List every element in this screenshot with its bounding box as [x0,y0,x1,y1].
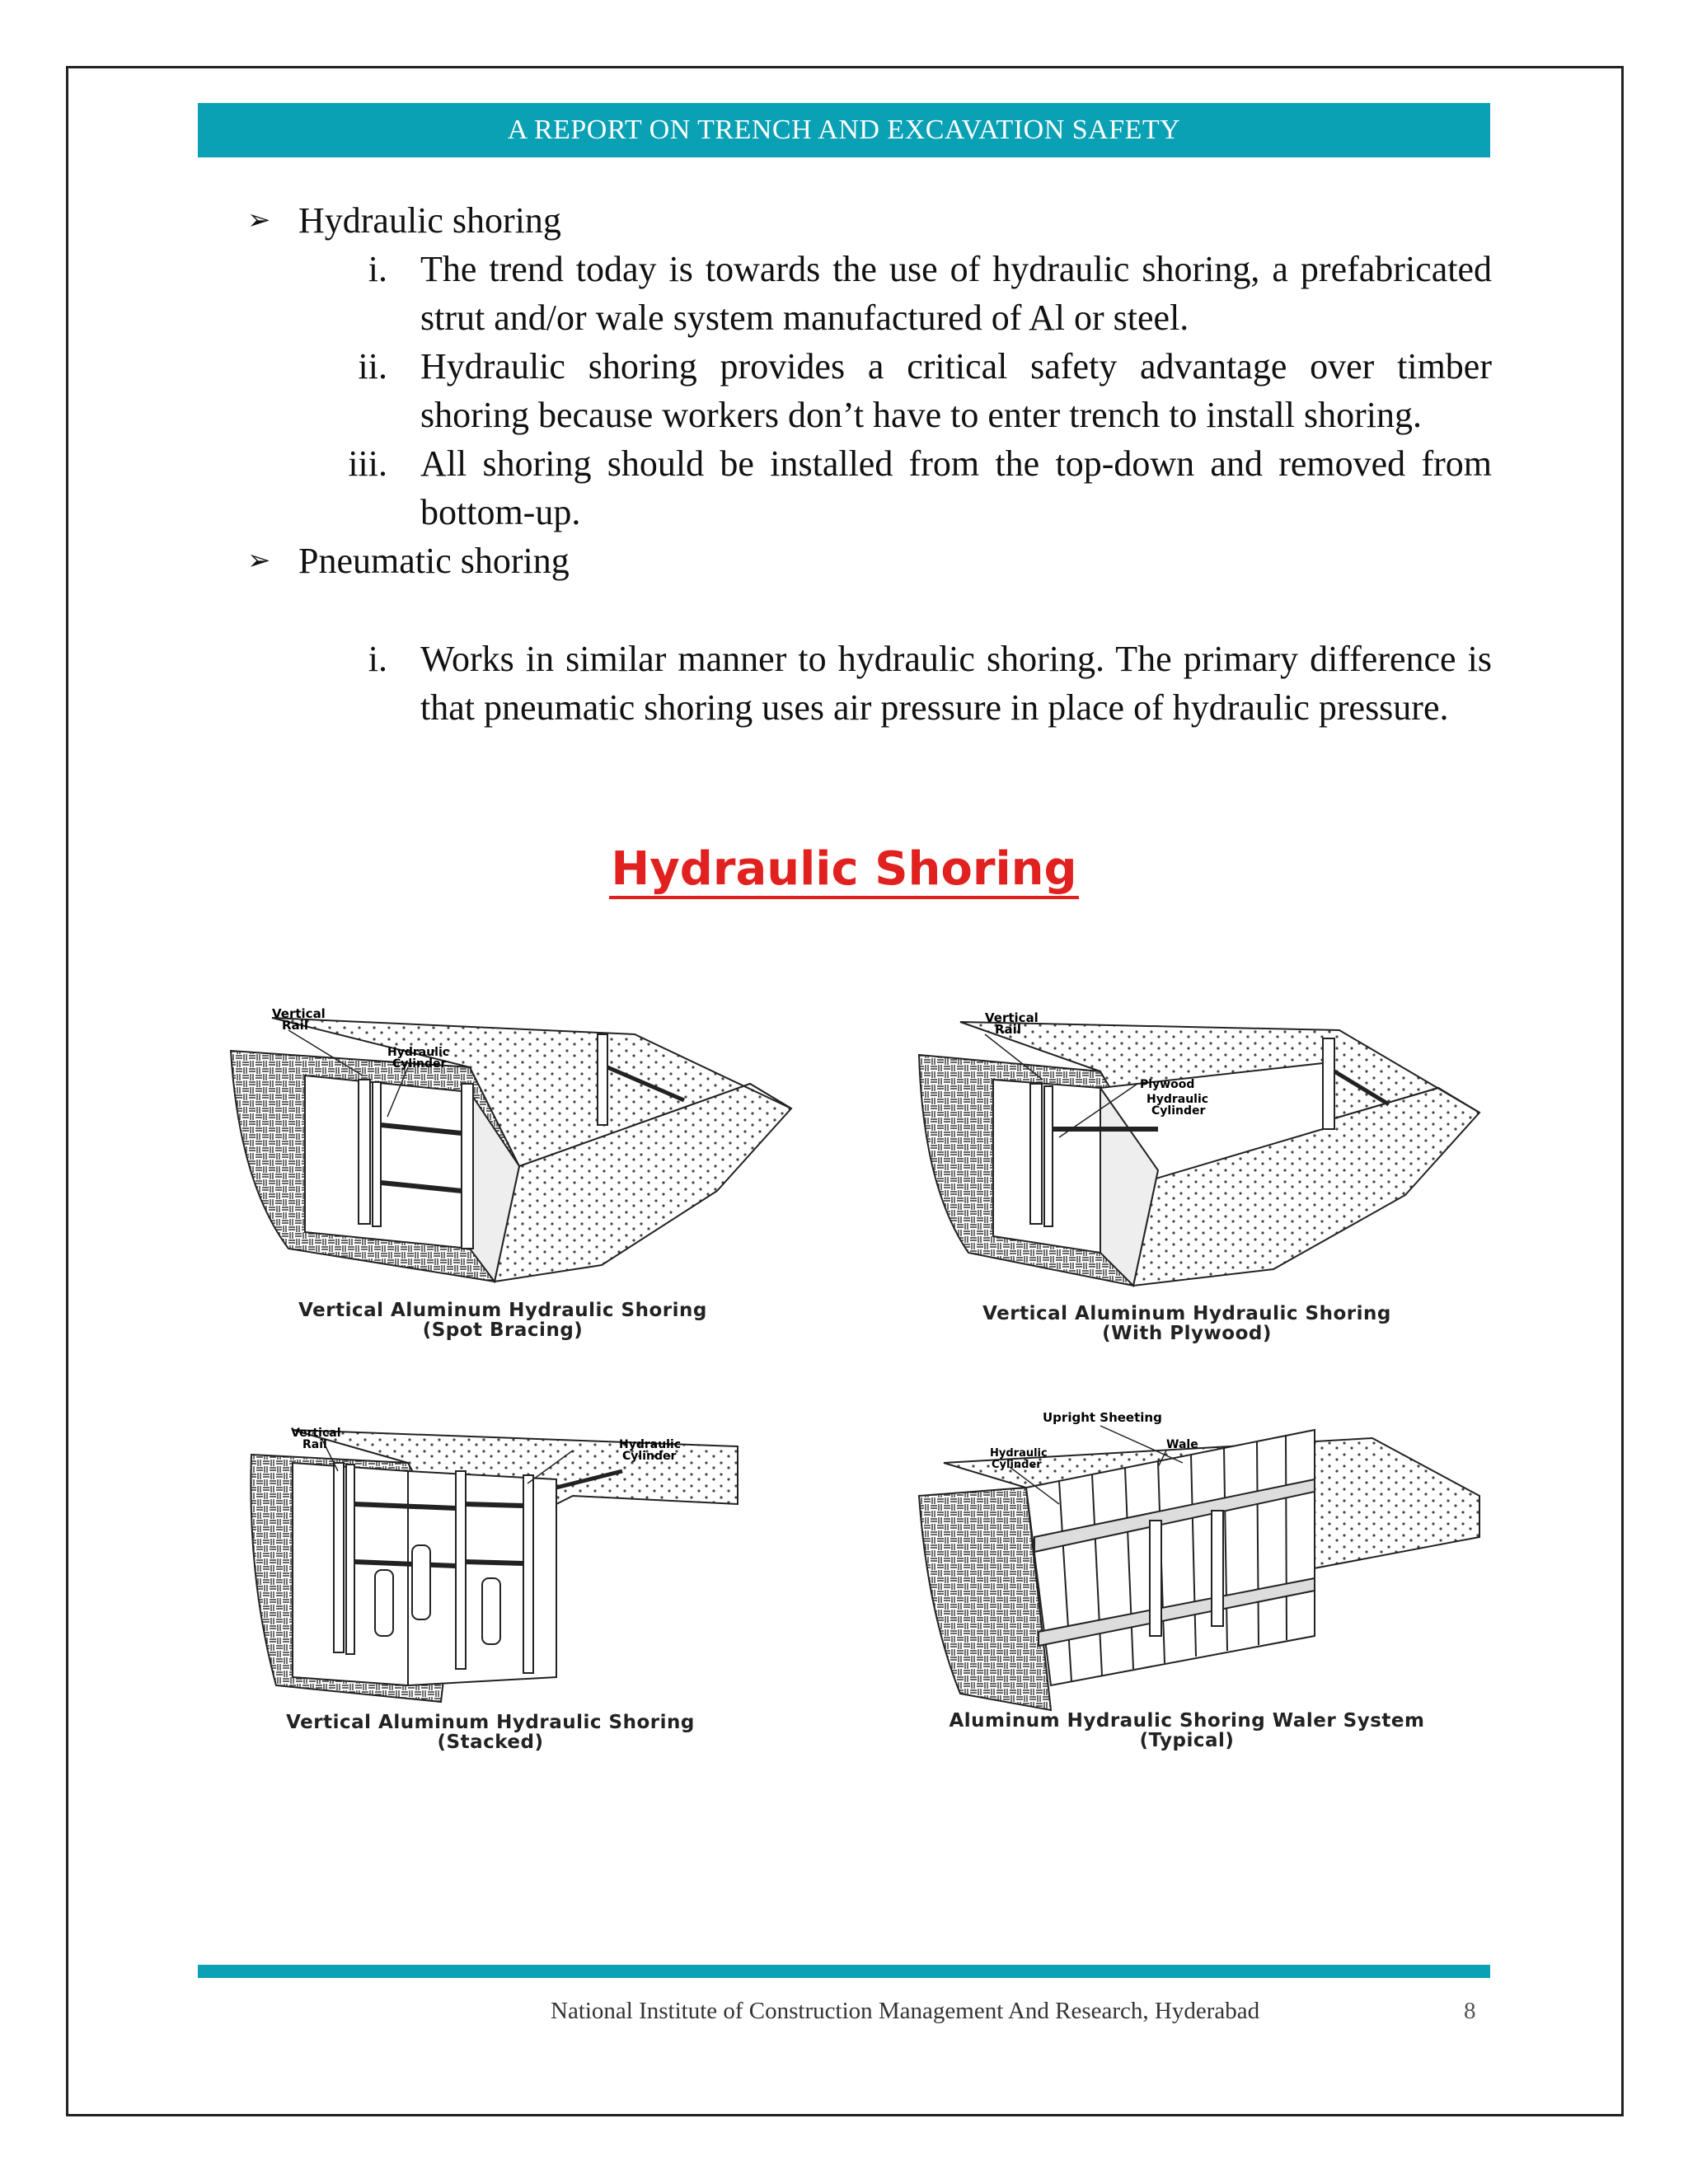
caption-line: (Stacked) [437,1732,544,1753]
label-hydraulic: Hydraulic [619,1438,682,1451]
caption-line: Vertical Aluminum Hydraulic Shoring [286,1712,695,1733]
section-heading-hydraulic [247,196,1492,245]
caption-line: Aluminum Hydraulic Shoring Waler System [949,1710,1425,1732]
label-wale: Wale [1166,1438,1198,1451]
diagram-with-plywood [911,1005,1488,1310]
label-cylinder: Cylinder [622,1450,677,1463]
section-heading-text: Pneumatic shoring [298,541,570,581]
label-vertical: Vertical [291,1427,341,1440]
label-hydraulic: Hydraulic [990,1447,1048,1460]
figure-title [0,842,1688,896]
arrow-bullet-icon: ➢ [247,544,271,577]
label-hydraulic: Hydraulic [387,1046,450,1059]
list-text: The trend today is towards the use of hydraulic shoring, a prefabricated strut and/or wale system manufactured of Al or steel. [420,249,1492,338]
label-vertical: Vertical [985,1010,1039,1025]
list-number: i. [368,249,387,289]
label-cylinder: Cylinder [1151,1104,1206,1118]
label-rail: Rail [995,1022,1021,1037]
figure-title-text: Hydraulic Shoring [609,842,1078,899]
label-plywood: Plywood [1140,1078,1195,1091]
caption-line: (With Plywood) [1102,1323,1272,1344]
list-number: iii. [348,443,387,484]
caption-stacked [235,1713,746,1752]
body-content [247,196,1492,732]
list-item [313,245,1492,342]
section-heading-pneumatic [247,537,1492,585]
diagram-stacked [243,1413,754,1718]
label-cylinder: Cylinder [392,1057,447,1071]
label-rail: Rail [302,1438,327,1451]
list-text: All shoring should be installed from the top-down and removed from bottom-up. [420,443,1492,532]
list-item [313,635,1492,732]
diagram-spot-bracing [223,1001,799,1306]
list-item [313,342,1492,439]
label-upright-sheeting: Upright Sheeting [1043,1410,1162,1425]
caption-line: Vertical Aluminum Hydraulic Shoring [982,1303,1391,1324]
list-number: i. [368,639,387,679]
report-header: A REPORT ON TRENCH AND EXCAVATION SAFETY [198,103,1490,157]
label-cylinder: Cylinder [992,1459,1042,1471]
list-item [313,439,1492,537]
section-heading-text: Hydraulic shoring [298,200,561,241]
label-rail: Rail [282,1018,308,1033]
list-text: Works in similar manner to hydraulic shoring. The primary difference is that pneumatic shoring uses air pressure in place of hydraulic pressure. [420,639,1492,728]
page-number: 8 [1464,1998,1476,2024]
caption-line: Vertical Aluminum Hydraulic Shoring [298,1300,707,1321]
diagram-waler-system [911,1405,1488,1718]
footer-divider [198,1965,1490,1978]
list-number: ii. [358,346,387,387]
caption-with-plywood [923,1304,1451,1343]
label-hydraulic: Hydraulic [1146,1093,1209,1106]
caption-waler-system [898,1711,1475,1750]
arrow-bullet-icon: ➢ [247,204,271,237]
caption-spot-bracing [239,1301,767,1340]
footer-institute: National Institute of Construction Management And Research, Hyderabad [551,1998,1260,2024]
label-vertical: Vertical [272,1006,326,1021]
caption-line: (Spot Bracing) [422,1319,584,1341]
list-text: Hydraulic shoring provides a critical safety advantage over timber shoring because workers don’t have to enter trench to install shoring. [420,346,1492,435]
caption-line: (Typical) [1139,1730,1235,1751]
